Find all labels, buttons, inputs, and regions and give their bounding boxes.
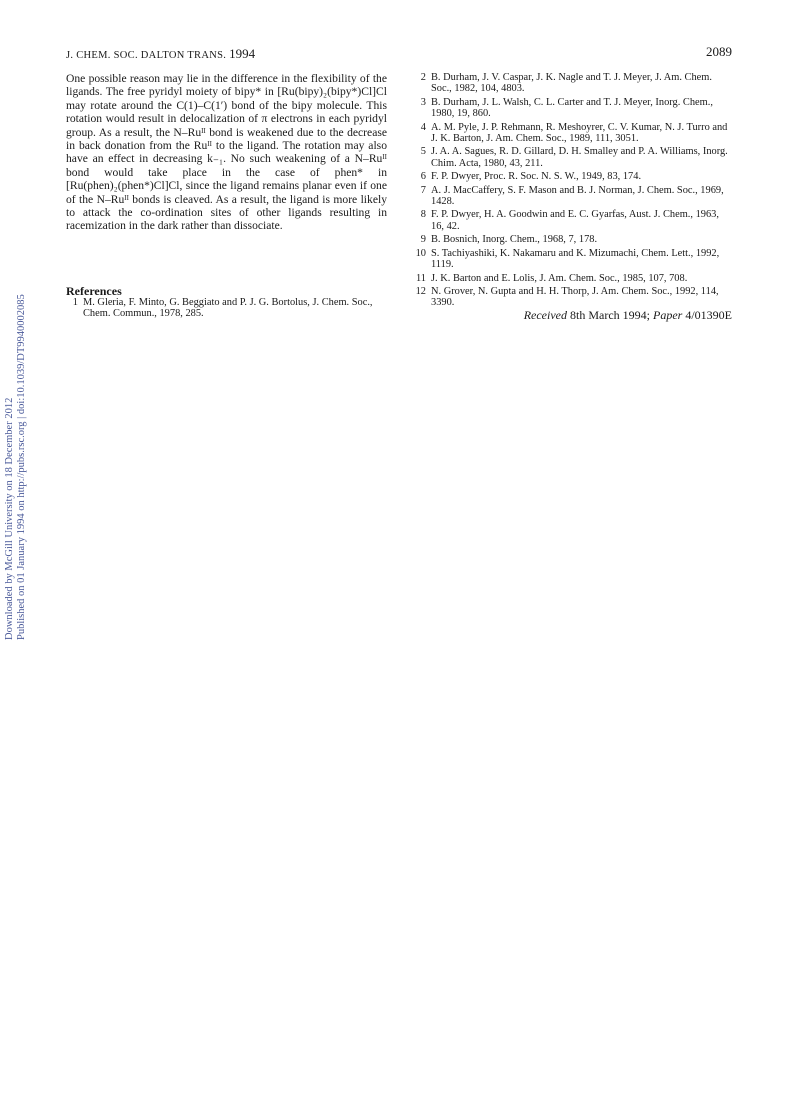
references-list-right — [414, 72, 732, 311]
reference-item — [414, 286, 732, 309]
discussion-paragraph: One possible reason may lie in the difference in the flexibility of the ligands. The free pyridyl moiety of bipy* in [Ru(bipy)₂(bipy*)Cl]Cl may rotate around the C(1)–C(1′) bond of the bipy molecule. This rotation would result in delocalization of π electrons in each pyridyl group. As a result, the N–Ruᴵᴵ bond is weakened due to the decrease in back donation from the Ruᴵᴵ to the ligand. The rotation may also have an effect in decreasing k₋₁. No such weakening of a N–Ruᴵᴵ bond would take place in the case of phen* in [Ru(phen)₂(phen*)Cl]Cl, since the ligand remains planar even if one of the N–Ruᴵᴵ bonds is cleaved. As a result, the ligand is more likely to attack the co-ordination sites of other ligands resulting in racemization in the dark rather than dissociate. — [66, 72, 387, 233]
reference-text: M. Gleria, F. Minto, G. Beggiato and P. J. G. Bortolus, J. Chem. Soc., Chem. Commun., 1978, 285. — [83, 297, 373, 320]
reference-number: 12 — [415, 285, 426, 297]
reference-item — [414, 248, 732, 271]
reference-text: B. Durham, J. V. Caspar, J. K. Nagle and T. J. Meyer, J. Am. Chem. Soc., 1982, 104, 4803. — [431, 72, 712, 95]
reference-item — [414, 234, 732, 245]
reference-item — [414, 273, 732, 284]
reference-number: 2 — [420, 72, 426, 83]
references-list-left — [66, 297, 387, 322]
reference-item — [414, 146, 732, 169]
reference-item — [414, 209, 732, 232]
reference-number: 3 — [420, 96, 426, 108]
reference-text: F. P. Dwyer, Proc. R. Soc. N. S. W., 1949, 83, 174. — [431, 171, 642, 183]
download-stamp-line: Downloaded by McGill University on 18 December 2012 — [4, 397, 15, 640]
reference-number: 5 — [420, 146, 426, 158]
reference-text: A. J. MacCaffery, S. F. Mason and B. J. Norman, J. Chem. Soc., 1969, 1428. — [431, 184, 724, 208]
reference-item — [414, 97, 732, 120]
reference-text: N. Grover, N. Gupta and H. H. Thorp, J. Am. Chem. Soc., 1992, 114, 3390. — [431, 285, 719, 309]
reference-text: J. A. A. Sagues, R. D. Gillard, D. H. Smalley and P. A. Williams, Inorg. Chim. Acta, 1980, 43, 211. — [431, 146, 728, 169]
reference-item — [414, 171, 732, 182]
page-number: 2089 — [706, 44, 732, 59]
reference-text: B. Durham, J. L. Walsh, C. L. Carter and T. J. Meyer, Inorg. Chem., 1980, 19, 860. — [431, 96, 713, 120]
reference-text: S. Tachiyashiki, K. Nakamaru and K. Mizumachi, Chem. Lett., 1992, 1119. — [431, 247, 720, 271]
reference-item — [66, 297, 387, 320]
reference-number: 11 — [415, 272, 426, 284]
reference-number: 6 — [420, 171, 426, 183]
reference-number: 1 — [72, 297, 78, 308]
publication-stamp-line: Published on 01 January 1994 on http://pubs.rsc.org | doi:10.1039/DT9940002085 — [16, 294, 27, 640]
reference-text: F. P. Dwyer, H. A. Goodwin and E. C. Gyarfas, Aust. J. Chem., 1963, 16, 42. — [431, 209, 719, 232]
reference-item — [414, 185, 732, 208]
received-date: 8th March 1994; — [570, 308, 650, 322]
reference-text: A. M. Pyle, J. P. Rehmann, R. Meshoyrer, C. V. Kumar, N. J. Turro and J. K. Barton, J. Am. Chem. Soc., 1989, 111, 3051. — [431, 121, 728, 145]
reference-item — [414, 122, 732, 145]
reference-item — [414, 72, 732, 95]
references-heading: References — [66, 284, 122, 298]
journal-name: J. CHEM. SOC. DALTON TRANS. — [66, 50, 227, 61]
reference-number: 8 — [420, 209, 426, 221]
received-label: Received — [523, 308, 567, 322]
download-stamp — [4, 294, 28, 640]
paper-id: 4/01390E — [685, 308, 732, 322]
reference-number: 4 — [420, 121, 426, 133]
reference-text: B. Bosnich, Inorg. Chem., 1968, 7, 178. — [431, 234, 598, 246]
reference-text: J. K. Barton and E. Lolis, J. Am. Chem. Soc., 1985, 107, 708. — [431, 272, 688, 284]
reference-number: 10 — [415, 247, 426, 259]
running-header — [66, 46, 255, 62]
paper-label: Paper — [653, 308, 683, 322]
reference-number: 9 — [420, 234, 426, 246]
journal-year: 1994 — [229, 46, 256, 61]
body-text-column — [66, 72, 387, 233]
received-line — [524, 308, 732, 323]
reference-number: 7 — [420, 184, 426, 196]
